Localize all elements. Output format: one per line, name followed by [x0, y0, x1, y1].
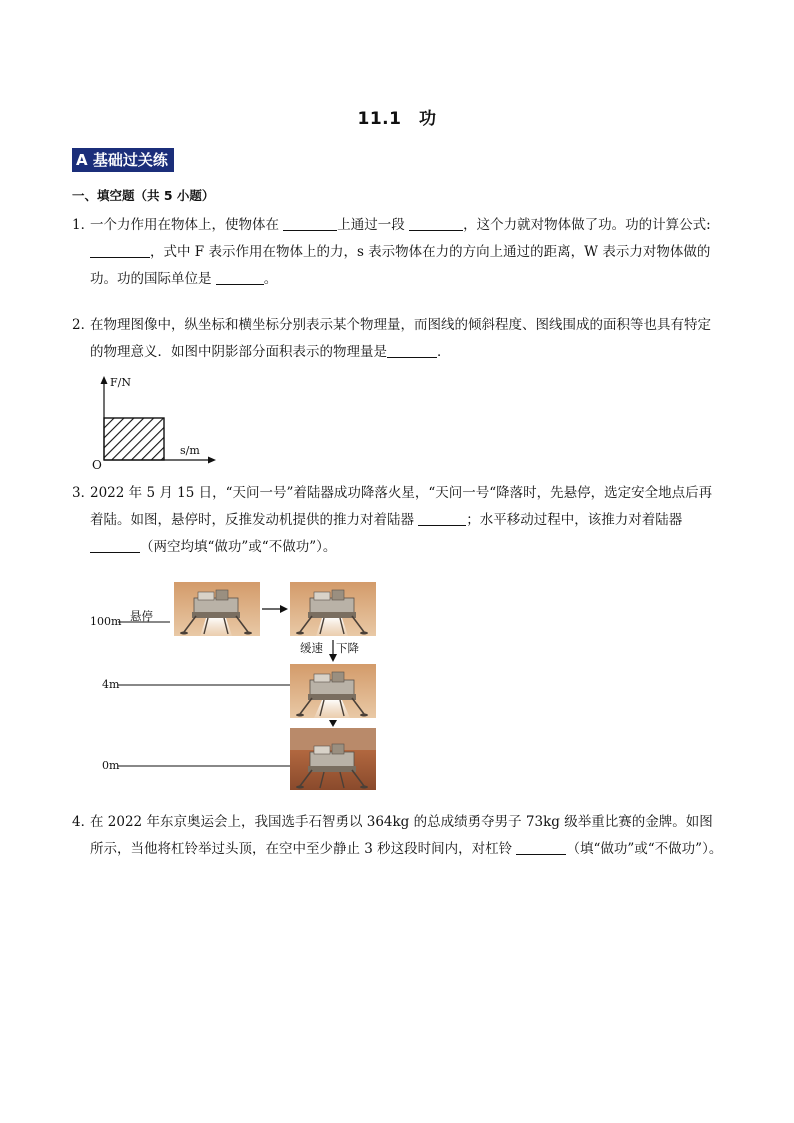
answer-blank[interactable]: [90, 242, 150, 258]
q1-text-2: 上通过一段: [337, 217, 410, 233]
section-heading: 一、填空题（共 5 小题）: [72, 188, 215, 203]
slow-label: 缓速: [300, 641, 323, 655]
answer-blank[interactable]: [387, 342, 437, 358]
answer-blank[interactable]: [409, 215, 463, 231]
q3-text-1: 2022 年 5 月 15 日，“天问一号”着陆器成功降落火星，“天问一号“降落时，先悬停，选定安全地点后再着陆。如图，悬停时，反推发动机提供的推力对着陆器: [90, 485, 713, 528]
lander-descent-figure: [88, 580, 388, 792]
right-arrow-icon: [280, 605, 288, 613]
question-number: 3．: [72, 485, 95, 501]
q4-text-2: （填“做功”或“不做功”）。: [566, 841, 723, 857]
answer-blank[interactable]: [283, 215, 337, 231]
question-3: [72, 480, 724, 561]
y-axis-arrow-icon: [101, 376, 108, 384]
origin-label: O: [92, 458, 102, 472]
graph-svg: [88, 374, 218, 474]
height-label-4m: 4m: [102, 678, 120, 691]
q1-text-4: ，式中 F 表示作用在物体上的力，s 表示物体在力的方向上通过的距离，W 表示力对物体做的功。功的国际单位是: [90, 244, 711, 287]
q1-text-1: 一个力作用在物体上，使物体在: [90, 217, 284, 233]
answer-blank[interactable]: [418, 510, 466, 526]
down-arrow-icon: [329, 720, 337, 727]
hover-label: 悬停: [130, 609, 153, 623]
height-label-0m: 0m: [102, 759, 120, 772]
height-label-100m: 100m: [90, 615, 122, 628]
q2-text-1: 在物理图像中，纵坐标和横坐标分别表示某个物理量，而图线的倾斜程度、图线围成的面积等也具有特定的物理意义．如图中阴影部分面积表示的物理量是: [90, 317, 711, 360]
q1-text-3: ，这个力就对物体做了功。功的计算公式:: [463, 217, 711, 233]
answer-blank[interactable]: [516, 839, 566, 855]
question-number: 1．: [72, 217, 95, 233]
q3-text-3: （两空均填“做功”或“不做功”）。: [140, 539, 337, 555]
question-4: [72, 809, 724, 863]
question-number: 2．: [72, 317, 95, 333]
lander-image-start-descent: [290, 582, 376, 636]
question-2: [72, 312, 724, 366]
x-axis-label: s/m: [180, 444, 200, 457]
q3-text-2: ；水平移动过程中，该推力对着陆器: [466, 512, 683, 528]
descend-label: 下降: [336, 641, 359, 655]
x-axis-arrow-icon: [208, 457, 216, 464]
section-badge: A 基础过关练: [72, 148, 174, 172]
lander-image-hover: [174, 582, 260, 636]
force-distance-graph: [88, 374, 218, 474]
lander-image-4m: [290, 664, 376, 718]
answer-blank[interactable]: [90, 537, 140, 553]
y-axis-label: F/N: [110, 376, 131, 389]
page-title: 11.1 功: [357, 109, 437, 129]
question-number: 4．: [72, 814, 95, 830]
answer-blank[interactable]: [216, 269, 264, 285]
q1-text-5: 。: [263, 271, 278, 287]
lander-image-landed: [290, 728, 376, 790]
q4-text-1: 在 2022 年东京奥运会上，我国选手石智勇以 364kg 的总成绩勇夺男子 73kg 级举重比赛的金牌。如图所示，当他将杠铃举过头顶，在空中至少静止 3 秒这段时间内，对杠铃: [90, 814, 713, 857]
q2-text-2: ．: [437, 344, 451, 360]
question-1: [72, 212, 724, 293]
shaded-area: [104, 418, 164, 460]
